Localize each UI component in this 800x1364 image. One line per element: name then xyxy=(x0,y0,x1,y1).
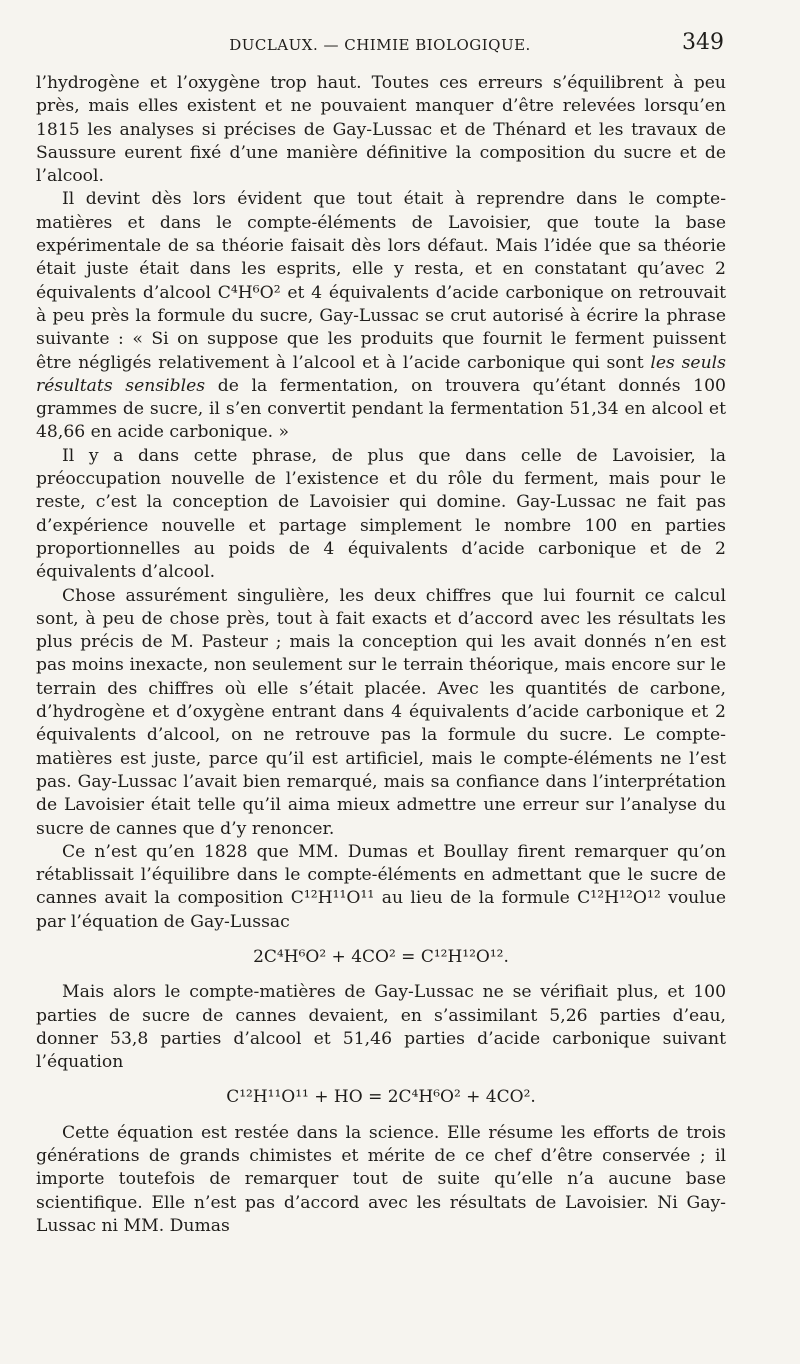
page-number: 349 xyxy=(682,30,724,55)
running-title: DUCLAUX. — CHIMIE BIOLOGIQUE. xyxy=(229,36,531,54)
paragraph: l’hydrogène et l’oxygène trop haut. Toutes ces erreurs s’équilibrent à peu près, mais elles existent et ne pouvaient manquer d’être relevées lorsqu’en 1815 les analyses si précises de Gay-Lussac et de Thénard et les travaux de Saussure eurent fixé d’une manière définitive la composition du sucre et de l’alcool. xyxy=(36,73,726,187)
equation: C¹²H¹¹O¹¹ + HO = 2C⁴H⁶O² + 4CO². xyxy=(226,1087,536,1108)
paragraph: Ce n’est qu’en 1828 que MM. Dumas et Boullay firent remarquer qu’on rétablissait l’équilibre dans le compte-éléments en admettant que le sucre de cannes avait la composition C¹²H¹¹O¹¹ au lieu de la formule C¹²H¹²O¹² voulue par l’équation de Gay-Lussac xyxy=(36,841,726,932)
equation: 2C⁴H⁶O² + 4CO² = C¹²H¹²O¹². xyxy=(253,946,509,967)
body-text xyxy=(36,72,726,1238)
paragraph: Cette équation est restée dans la science. Elle résume les efforts de trois générations de grands chimistes et mérite de ce chef d’être conservée ; il importe toutefois de remarquer tout de suite qu’elle n’a aucune base scientifique. Elle n’est pas d’accord avec les résultats de Lavoisier. Ni Gay-Lussac ni MM. Dumas xyxy=(36,1122,726,1236)
paragraph: Il y a dans cette phrase, de plus que dans celle de Lavoisier, la préoccupation nouvelle de l’existence et du rôle du ferment, mais pour le reste, c’est la conception de Lavoisier qui domine. Gay-Lussac ne fait pas d’expérience nouvelle et partage simplement le nombre 100 en parties proportionnelles au poids de 4 équivalents d’acide carbonique et de 2 équivalents d’alcool. xyxy=(36,445,726,583)
paragraph: Chose assurément singulière, les deux chiffres que lui fournit ce calcul sont, à peu de chose près, tout à fait exacts et d’accord avec les résultats les plus précis de M. Pasteur ; mais la conception qui les avait donnés n’en est pas moins inexacte, non seulement sur le terrain théorique, mais encore sur le terrain des chiffres où elle s’était placée. Avec les quantités de carbone, d’hydrogène et d’oxygène entrant dans 4 équivalents d’acide carbonique et 2 équivalents d’alcool, on ne retrouve pas la formule du sucre. Le compte-matières est juste, parce qu’il est artificiel, mais le compte-éléments ne l’est pas. Gay-Lussac l’avait bien remarqué, mais sa confiance dans l’interprétation de Lavoisier était telle qu’il aima mieux admettre une erreur sur l’analyse du sucre de cannes que d’y renoncer. xyxy=(36,585,726,839)
paragraph xyxy=(36,188,726,444)
running-header xyxy=(36,30,724,60)
quote-tail: de la fermentation, on trouvera qu’étant donnés 100 grammes de sucre, il s’en convertit pendant la fermentation 51,34 en alcool et 48,66 en acide carbonique. » xyxy=(36,375,726,443)
quote-emphasis: les seuls résultats sensibles xyxy=(36,352,726,396)
paragraph-text: Il devint dès lors évident que tout était à reprendre dans le compte-matières et dans le compte-éléments de Lavoisier, que toute la base expérimentale de sa théorie faisait dès lors défaut. Mais l’idée que sa théorie était juste était dans les esprits, elle y resta, et en constatant qu’avec 2 équivalents d’alcool C⁴H⁶O² et 4 équivalents d’acide carbonique on retrouvait à peu près la formule du sucre, Gay-Lussac se crut autorisé à écrire la phrase suivante : « Si on suppose que les produits que fournit le ferment puissent être négligés relativement à l’alcool et à l’acide carbonique qui sont xyxy=(36,189,726,373)
paragraph: Mais alors le compte-matières de Gay-Lussac ne se vérifiait plus, et 100 parties de sucre de cannes devaient, en s’assimilant 5,26 parties d’eau, donner 53,8 parties d’alcool et 51,46 parties d’acide carbonique suivant l’équation xyxy=(36,982,726,1073)
